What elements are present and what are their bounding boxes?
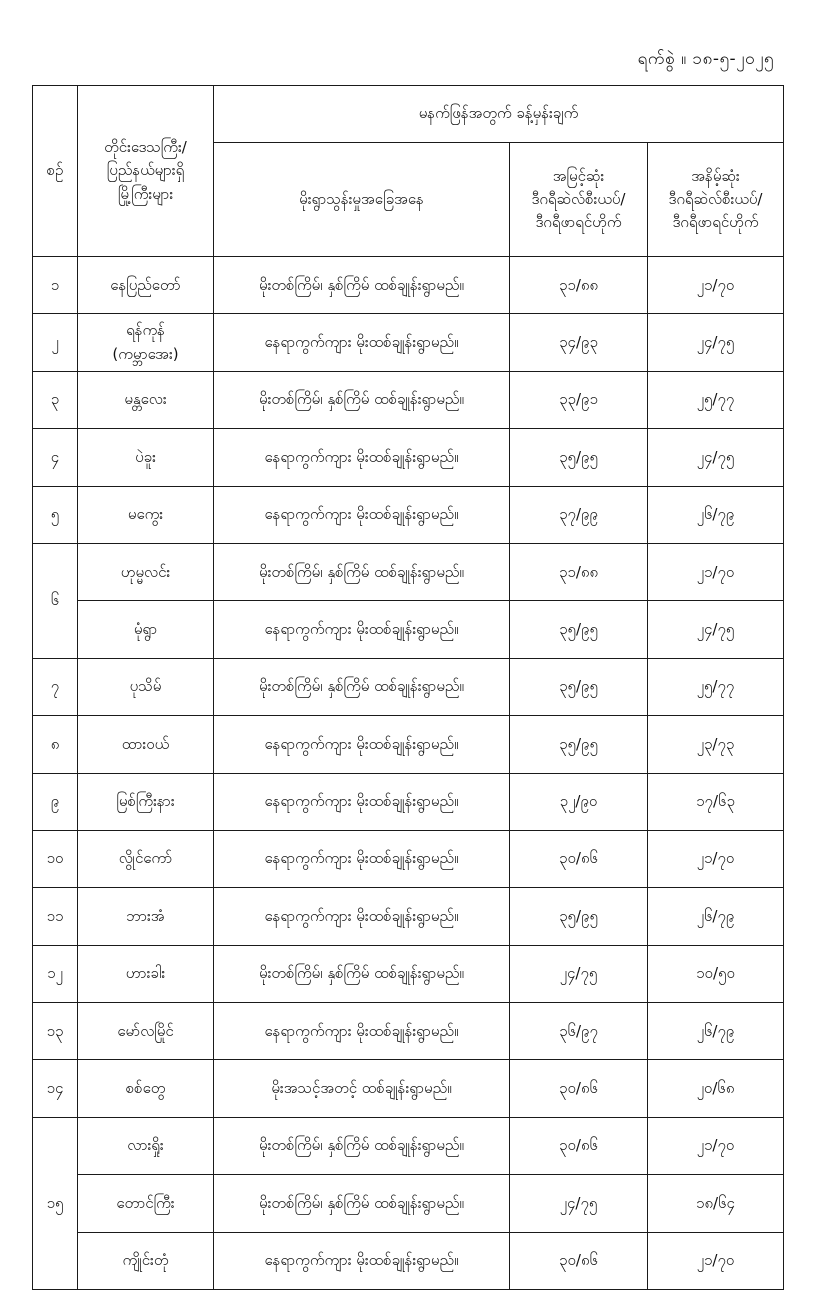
table-row — [33, 658, 784, 715]
document-date: ရက်စွဲ ။ ၁၈-၅-၂၀၂၅ — [637, 49, 774, 69]
rain-condition-cell: မိုးတစ်ကြိမ်၊ နှစ်ကြိမ် ထစ်ချုန်းရွာမည်။ — [214, 945, 510, 1002]
header-max-line: ဒီဂရီဖာရင်ဟိုက် — [535, 213, 622, 232]
table-row — [33, 830, 784, 887]
table-row — [33, 543, 784, 600]
header-serial-no: စဉ် — [33, 86, 78, 257]
rain-condition-cell: နေရာကွက်ကျား မိုးထစ်ချုန်းရွာမည်။ — [214, 486, 510, 543]
max-temp-cell: ၂၄/၇၅ — [510, 945, 648, 1002]
serial-no-cell: ၁၄ — [33, 1060, 78, 1117]
table-row — [33, 888, 784, 945]
min-temp-cell: ၂၆/၇၉ — [648, 486, 784, 543]
city-name: မန္တလေး — [124, 390, 167, 409]
city-name: ပဲခူး — [135, 447, 156, 466]
header-rain-condition: မိုးရွာသွန်းမှုအခြေအနေ — [214, 143, 510, 257]
min-temp-cell: ၂၁/၇၀ — [648, 830, 784, 887]
serial-no-cell: ၆ — [33, 543, 78, 658]
min-temp-cell: ၂၆/၇၉ — [648, 1003, 784, 1060]
city-name: မုံရွာ — [133, 619, 158, 638]
city-cell — [78, 830, 214, 887]
rain-condition-cell: မိုးတစ်ကြိမ်၊ နှစ်ကြိမ် ထစ်ချုန်းရွာမည်။ — [214, 371, 510, 428]
table-body — [33, 257, 784, 1290]
rain-condition-cell: နေရာကွက်ကျား မိုးထစ်ချုန်းရွာမည်။ — [214, 830, 510, 887]
table-row — [33, 1175, 784, 1232]
min-temp-cell: ၂၀/၆၈ — [648, 1060, 784, 1117]
table-row — [33, 1232, 784, 1289]
table-row — [33, 601, 784, 658]
rain-condition-cell: နေရာကွက်ကျား မိုးထစ်ချုန်းရွာမည်။ — [214, 1232, 510, 1289]
table-row — [33, 945, 784, 1002]
min-temp-cell: ၂၆/၇၉ — [648, 888, 784, 945]
max-temp-cell: ၃၀/၈၆ — [510, 1117, 648, 1174]
rain-condition-cell: မိုးတစ်ကြိမ်၊ နှစ်ကြိမ် ထစ်ချုန်းရွာမည်။ — [214, 1117, 510, 1174]
weather-forecast-table — [32, 85, 784, 1290]
city-name: ဟားခါး — [125, 964, 166, 983]
rain-condition-cell: မိုးအသင့်အတင့် ထစ်ချုန်းရွာမည်။ — [214, 1060, 510, 1117]
city-name: နေပြည်တော် — [110, 275, 181, 294]
header-max-line: အမြင့်ဆုံး — [552, 166, 605, 185]
city-name: မကွေး — [127, 505, 164, 524]
city-name: ကျိုင်းတုံ — [122, 1251, 169, 1270]
city-cell — [78, 486, 214, 543]
max-temp-cell: ၃၃/၉၁ — [510, 371, 648, 428]
max-temp-cell: ၃၂/၉၀ — [510, 773, 648, 830]
rain-condition-cell: မိုးတစ်ကြိမ်၊ နှစ်ကြိမ် ထစ်ချုန်းရွာမည်။ — [214, 257, 510, 314]
city-cell — [78, 601, 214, 658]
header-max-line: ဒီဂရီဆဲလ်စီးယပ်/ — [531, 189, 626, 208]
table-row — [33, 1060, 784, 1117]
table-row — [33, 486, 784, 543]
header-min-line: ဒီဂရီဖာရင်ဟိုက် — [672, 213, 759, 232]
rain-condition-cell: မိုးတစ်ကြိမ်၊ နှစ်ကြိမ် ထစ်ချုန်းရွာမည်။ — [214, 1175, 510, 1232]
min-temp-cell: ၂၄/၇၅ — [648, 429, 784, 486]
table-row — [33, 773, 784, 830]
min-temp-cell: ၁၀/၅၀ — [648, 945, 784, 1002]
city-name: ထားဝယ် — [121, 734, 170, 753]
max-temp-cell: ၃၀/၈၆ — [510, 830, 648, 887]
serial-no-cell: ၃ — [33, 371, 78, 428]
city-cell — [78, 945, 214, 1002]
max-temp-cell: ၃၁/၈၈ — [510, 543, 648, 600]
max-temp-cell: ၃၆/၉၇ — [510, 1003, 648, 1060]
table-row — [33, 429, 784, 486]
city-name: ရန်ကုန် — [126, 321, 165, 340]
min-temp-cell: ၂၁/၇၀ — [648, 1232, 784, 1289]
serial-no-cell: ၁၅ — [33, 1117, 78, 1289]
max-temp-cell: ၃၀/၈၆ — [510, 1060, 648, 1117]
rain-condition-cell: နေရာကွက်ကျား မိုးထစ်ချုန်းရွာမည်။ — [214, 1003, 510, 1060]
city-name: လားရှိုး — [127, 1136, 164, 1155]
serial-no-cell: ၉ — [33, 773, 78, 830]
max-temp-cell: ၃၅/၉၅ — [510, 888, 648, 945]
min-temp-cell: ၂၅/၇၇ — [648, 658, 784, 715]
rain-condition-cell: နေရာကွက်ကျား မိုးထစ်ချုန်းရွာမည်။ — [214, 314, 510, 371]
max-temp-cell: ၃၅/၉၅ — [510, 429, 648, 486]
table-row — [33, 257, 784, 314]
rain-condition-cell: နေရာကွက်ကျား မိုးထစ်ချုန်းရွာမည်။ — [214, 716, 510, 773]
table-row — [33, 371, 784, 428]
max-temp-cell: ၃၅/၉၅ — [510, 601, 648, 658]
city-name: ဟုမ္မလင်း — [120, 562, 171, 581]
header-city-line: မြို့ကြီးများ — [117, 184, 174, 203]
city-cell — [78, 658, 214, 715]
header-city-line: တိုင်းဒေသကြီး/ — [104, 138, 187, 157]
city-cell — [78, 1117, 214, 1174]
serial-no-cell: ၈ — [33, 716, 78, 773]
min-temp-cell: ၁၈/၆၄ — [648, 1175, 784, 1232]
serial-no-cell: ၂ — [33, 314, 78, 371]
rain-condition-cell: နေရာကွက်ကျား မိုးထစ်ချုန်းရွာမည်။ — [214, 601, 510, 658]
max-temp-cell: ၃၇/၉၉ — [510, 486, 648, 543]
city-cell — [78, 257, 214, 314]
table-row — [33, 1117, 784, 1174]
max-temp-cell: ၃၀/၈၆ — [510, 1232, 648, 1289]
header-city — [78, 86, 214, 257]
max-temp-cell: ၂၄/၇၅ — [510, 1175, 648, 1232]
header-min-temp — [648, 143, 784, 257]
min-temp-cell: ၂၄/၇၅ — [648, 601, 784, 658]
city-cell — [78, 1232, 214, 1289]
city-cell — [78, 1175, 214, 1232]
city-cell — [78, 773, 214, 830]
city-name: မော်လမြိုင် — [117, 1021, 174, 1040]
city-name: မြစ်ကြီးနား — [116, 792, 175, 811]
min-temp-cell: ၂၄/၇၅ — [648, 314, 784, 371]
city-name: လွိုင်ကော် — [118, 849, 173, 868]
serial-no-cell: ၄ — [33, 429, 78, 486]
serial-no-cell: ၇ — [33, 658, 78, 715]
max-temp-cell: ၃၅/၉၅ — [510, 658, 648, 715]
max-temp-cell: ၃၄/၉၃ — [510, 314, 648, 371]
serial-no-cell: ၁၁ — [33, 888, 78, 945]
min-temp-cell: ၂၁/၇၀ — [648, 1117, 784, 1174]
serial-no-cell: ၅ — [33, 486, 78, 543]
serial-no-cell: ၁ — [33, 257, 78, 314]
city-cell — [78, 371, 214, 428]
max-temp-cell: ၃၁/၈၈ — [510, 257, 648, 314]
city-name: ဘားအံ — [126, 906, 165, 925]
serial-no-cell: ၁၀ — [33, 830, 78, 887]
rain-condition-cell: မိုးတစ်ကြိမ်၊ နှစ်ကြိမ် ထစ်ချုန်းရွာမည်။ — [214, 543, 510, 600]
city-name: ပုသိမ် — [129, 677, 162, 696]
header-city-line: ပြည်နယ်များရှိ — [106, 161, 185, 180]
serial-no-cell: ၁၂ — [33, 945, 78, 1002]
max-temp-cell: ၃၅/၉၅ — [510, 716, 648, 773]
serial-no-cell: ၁၃ — [33, 1003, 78, 1060]
table-row — [33, 1003, 784, 1060]
min-temp-cell: ၂၃/၇၃ — [648, 716, 784, 773]
header-min-line: ဒီဂရီဆဲလ်စီးယပ်/ — [668, 189, 763, 208]
min-temp-cell: ၂၅/၇၇ — [648, 371, 784, 428]
rain-condition-cell: နေရာကွက်ကျား မိုးထစ်ချုန်းရွာမည်။ — [214, 888, 510, 945]
header-forecast-group: မနက်ဖြန်အတွက် ခန့်မှန်းချက် — [214, 86, 784, 143]
min-temp-cell: ၂၁/၇၀ — [648, 257, 784, 314]
header-max-temp — [510, 143, 648, 257]
table-row — [33, 314, 784, 371]
city-cell — [78, 429, 214, 486]
city-name: စစ်တွေ — [125, 1079, 166, 1098]
min-temp-cell: ၂၁/၇၀ — [648, 543, 784, 600]
city-cell — [78, 1060, 214, 1117]
table-row — [33, 716, 784, 773]
city-cell — [78, 716, 214, 773]
city-cell — [78, 314, 214, 371]
city-cell — [78, 543, 214, 600]
city-name: (ကမ္ဘာအေး) — [112, 344, 179, 363]
city-name: တောင်ကြီး — [116, 1193, 175, 1212]
min-temp-cell: ၁၇/၆၃ — [648, 773, 784, 830]
rain-condition-cell: နေရာကွက်ကျား မိုးထစ်ချုန်းရွာမည်။ — [214, 429, 510, 486]
header-min-line: အနိမ့်ဆုံး — [691, 166, 740, 185]
city-cell — [78, 1003, 214, 1060]
rain-condition-cell: မိုးတစ်ကြိမ်၊ နှစ်ကြိမ် ထစ်ချုန်းရွာမည်။ — [214, 658, 510, 715]
city-cell — [78, 888, 214, 945]
rain-condition-cell: နေရာကွက်ကျား မိုးထစ်ချုန်းရွာမည်။ — [214, 773, 510, 830]
